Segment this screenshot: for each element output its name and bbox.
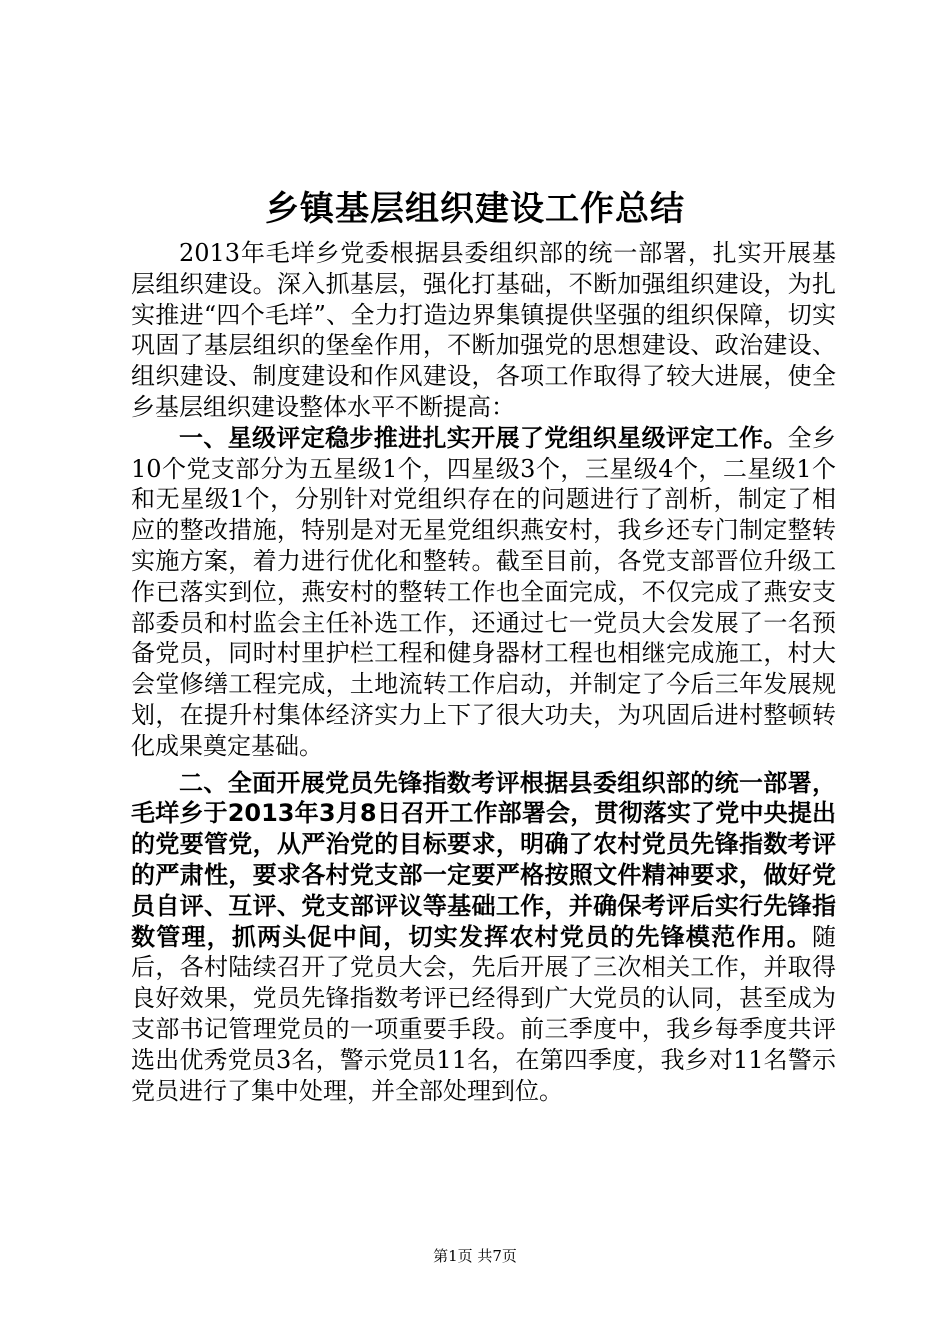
section-2-regular-text: 随后，各村陆续召开了党员大会，先后开展了三次相关工作，并取得良好效果，党员先锋指数考评已经得到广大党员的认同，甚至成为支部书记管理党员的一项重要手段。前三季度中，我乡每季度共评选出优秀党员3名，警示党员11名，在第四季度，我乡对11名警示党员进行了集中处理，并全部处理到位。 <box>131 922 836 1105</box>
section-1-body: 全乡10个党支部分为五星级1个，四星级3个，三星级4个，二星级1个和无星级1个，分别针对党组织存在的问题进行了剖析，制定了相应的整改措施，特别是对无星党组织燕安村，我乡还专门制定整转实施方案，着力进行优化和整转。截至目前，各党支部晋位升级工作已落实到位，燕安村的整转工作也全面完成，不仅完成了燕安支部委员和村监会主任补选工作，还通过七一党员大会发展了一名预备党员，同时村里护栏工程和健身器材工程也相继完成施工，村大会堂修缮工程完成，土地流转工作启动，并制定了今后三年发展规划，在提升村集体经济实力上下了很大功夫，为巩固后进村整顿转化成果奠定基础。 <box>131 423 837 760</box>
section-1-heading: 一、星级评定稳步推进扎实开展了党组织星级评定工作。 <box>179 423 788 452</box>
document-title: 乡镇基层组织建设工作总结 <box>265 189 685 229</box>
page-footer: 第1页 共7页 <box>433 1247 517 1265</box>
section-1-paragraph <box>131 423 836 762</box>
section-2-paragraph <box>131 768 836 1107</box>
document-body <box>131 238 836 1106</box>
intro-paragraph: 2013年毛垟乡党委根据县委组织部的统一部署，扎实开展基层组织建设。深入抓基层，强化打基础，不断加强组织建设，为扎实推进“四个毛垟”、全力打造边界集镇提供坚强的组织保障，切实巩固了基层组织的堡垒作用，不断加强党的思想建设、政治建设、组织建设、制度建设和作风建设，各项工作取得了较大进展，使全乡基层组织建设整体水平不断提高： <box>131 239 836 421</box>
section-2-bold-text: 二、全面开展党员先锋指数考评根据县委组织部的统一部署，毛垟乡于2013年3月8日召开工作部署会，贯彻落实了党中央提出的党要管党，从严治党的目标要求，明确了农村党员先锋指数考评的严肃性，要求各村党支部一定要严格按照文件精神要求，做好党员自评、互评、党支部评议等基础工作，并确保考评后实行先锋指数管理，抓两头促中间，切实发挥农村党员的先锋模范作用。 <box>131 768 836 951</box>
